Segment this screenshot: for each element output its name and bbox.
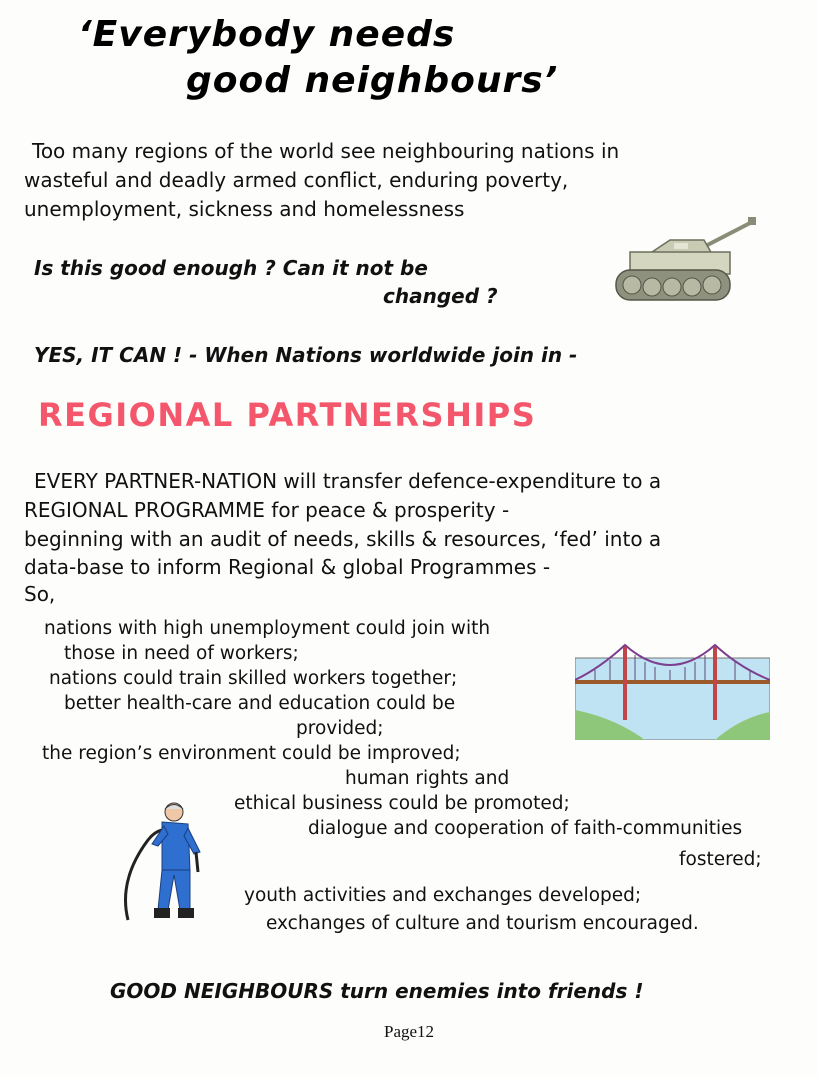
page-number: Page12 <box>384 1022 435 1041</box>
page-title-line-2: good neighbours’ <box>186 60 559 101</box>
intro-line-3: unemployment, sickness and homelessness <box>24 197 465 221</box>
bleed-through-text <box>520 18 528 52</box>
benefit-line-11: youth activities and exchanges developed; <box>244 885 642 906</box>
partner-line-2: REGIONAL PROGRAMME for peace & prosperity - <box>24 498 510 522</box>
benefit-line-6: the region’s environment could be improved; <box>42 743 461 764</box>
worker-with-hose-illustration <box>118 800 210 930</box>
partner-line-5: So, <box>24 582 56 606</box>
benefit-line-10: fostered; <box>679 849 762 870</box>
benefit-line-7: human rights and <box>345 768 510 789</box>
benefit-line-1: nations with high unemployment could join with <box>44 618 491 639</box>
page-title-line-1: ‘Everybody needs <box>78 14 456 55</box>
partner-line-4: data-base to inform Regional & global Programmes - <box>24 555 551 579</box>
benefit-line-9: dialogue and cooperation of faith-communities <box>308 818 743 839</box>
benefit-line-5: provided; <box>296 718 384 739</box>
closing-slogan: GOOD NEIGHBOURS turn enemies into friends ! <box>110 979 644 1003</box>
benefit-line-4: better health-care and education could be <box>64 693 456 714</box>
tank-illustration <box>612 214 762 308</box>
answer-line: YES, IT CAN ! - When Nations worldwide join in - <box>34 343 578 367</box>
partner-line-3: beginning with an audit of needs, skills & resources, ‘fed’ into a <box>24 527 662 551</box>
bridge-illustration <box>575 640 770 740</box>
intro-line-2: wasteful and deadly armed conflict, enduring poverty, <box>24 168 569 192</box>
benefit-line-2: those in need of workers; <box>64 643 299 664</box>
question-line-1: Is this good enough ? Can it not be <box>34 256 428 280</box>
question-line-2: changed ? <box>383 284 498 308</box>
intro-line-1: Too many regions of the world see neighbouring nations in <box>32 139 620 163</box>
partner-line-1: EVERY PARTNER-NATION will transfer defence-expenditure to a <box>34 469 662 493</box>
benefit-line-3: nations could train skilled workers together; <box>49 668 458 689</box>
benefit-line-8: ethical business could be promoted; <box>234 793 570 814</box>
regional-partnerships-heading: REGIONAL PARTNERSHIPS <box>38 396 537 434</box>
benefit-line-12: exchanges of culture and tourism encouraged. <box>266 913 699 934</box>
